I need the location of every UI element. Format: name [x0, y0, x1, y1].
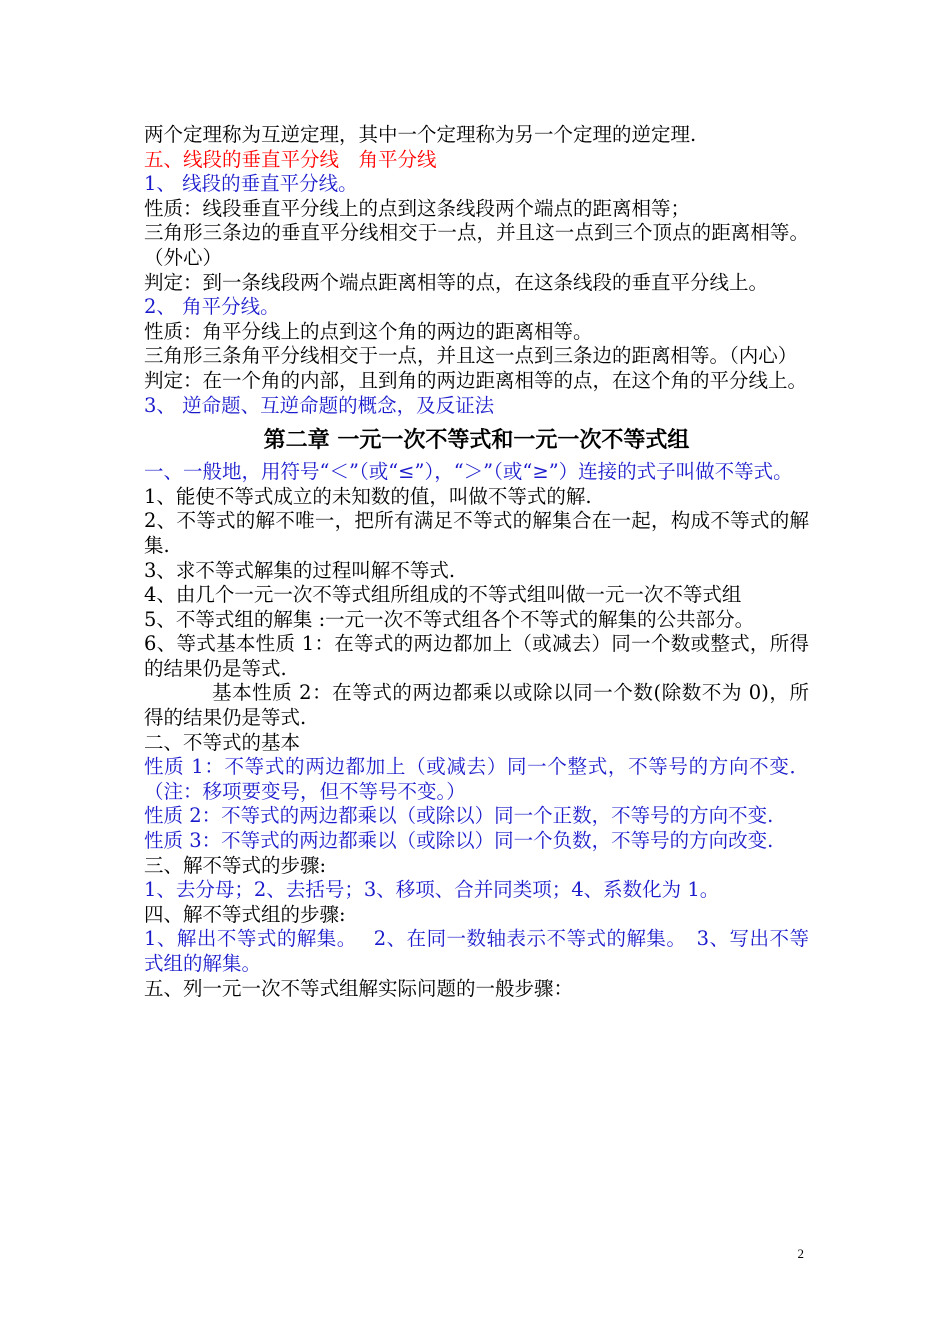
property-1: 性质 1：不等式的两边都加上（或减去）同一个整式，不等号的方向不变．（注：移项要变号，但不等号不变。）: [144, 755, 809, 803]
page-number: 2: [797, 1246, 804, 1261]
chapter-title: 第二章 一元一次不等式和一元一次不等式组: [263, 427, 690, 454]
paragraph-basic-property-2: 基本性质 2：在等式的两边都乘以或除以同一个数(除数不为 0)，所得的结果仍是等式.: [144, 681, 809, 730]
list-item-4: 4、由几个一元一次不等式组所组成的不等式组叫做一元一次不等式组: [144, 583, 742, 607]
subheading-perpendicular-bisector: 1、 线段的垂直平分线。: [144, 172, 358, 196]
section-heading-two: 二、不等式的基本: [144, 730, 301, 754]
section-heading-five: 五、线段的垂直平分线 角平分线: [144, 147, 437, 171]
paragraph-inequality-definition: 一、一般地，用符号“＜”（或“≤”），“＞”（或“≥”）连接的式子叫做不等式。: [144, 460, 793, 484]
document-body: [144, 123, 809, 1001]
subheading-converse-propositions: 3、 逆命题、互逆命题的概念，及反证法: [144, 393, 495, 417]
list-item-3: 3、求不等式解集的过程叫解不等式.: [144, 558, 456, 582]
paragraph-inverse-theorem: 两个定理称为互逆定理，其中一个定理称为另一个定理的逆定理.: [144, 123, 697, 146]
section-heading-three: 三、解不等式的步骤:: [144, 853, 327, 877]
steps-solve-inequality: 1、去分母；2、去括号；3、移项、合并同类项；4、系数化为 1。: [144, 878, 720, 902]
list-item-5: 5、不等式组的解集 :一元一次不等式组各个不等式的解集的公共部分。: [144, 607, 755, 631]
section-heading-four: 四、解不等式组的步骤:: [144, 902, 346, 926]
paragraph-bisector-criterion: 判定：到一条线段两个端点距离相等的点，在这条线段的垂直平分线上。: [144, 270, 769, 294]
paragraph-angle-bisector-property: 性质：角平分线上的点到这个角的两边的距离相等。: [144, 319, 593, 343]
paragraph-angle-bisector-criterion: 判定：在一个角的内部，且到角的两边距离相等的点，在这个角的平分线上。: [144, 368, 808, 392]
subheading-angle-bisector: 2、 角平分线。: [144, 295, 280, 319]
steps-solve-system: 1、解出不等式的解集。 2、在同一数轴表示不等式的解集。 3、写出不等式组的解集。: [144, 927, 809, 975]
paragraph-incenter: 三角形三条角平分线相交于一点，并且这一点到三条边的距离相等。（内心）: [144, 344, 798, 368]
paragraph-bisector-property: 性质：线段垂直平分线上的点到这条线段两个端点的距离相等；: [144, 196, 691, 220]
list-item-1: 1、能使不等式成立的未知数的值，叫做不等式的解.: [144, 484, 592, 508]
list-item-6: 6、等式基本性质 1：在等式的两边都加上（或减去）同一个数或整式，所得的结果仍是等式.: [144, 632, 809, 680]
list-item-2: 2、不等式的解不唯一，把所有满足不等式的解集合在一起，构成不等式的解集.: [144, 509, 809, 557]
property-2: 性质 2：不等式的两边都乘以（或除以）同一个正数，不等号的方向不变.: [144, 804, 774, 828]
property-3: 性质 3：不等式的两边都乘以（或除以）同一个负数，不等号的方向改变.: [144, 829, 774, 853]
paragraph-circumcenter: 三角形三条边的垂直平分线相交于一点，并且这一点到三个顶点的距离相等。（外心）: [144, 221, 809, 269]
section-heading-five-steps: 五、列一元一次不等式组解实际问题的一般步骤：: [144, 976, 574, 1000]
